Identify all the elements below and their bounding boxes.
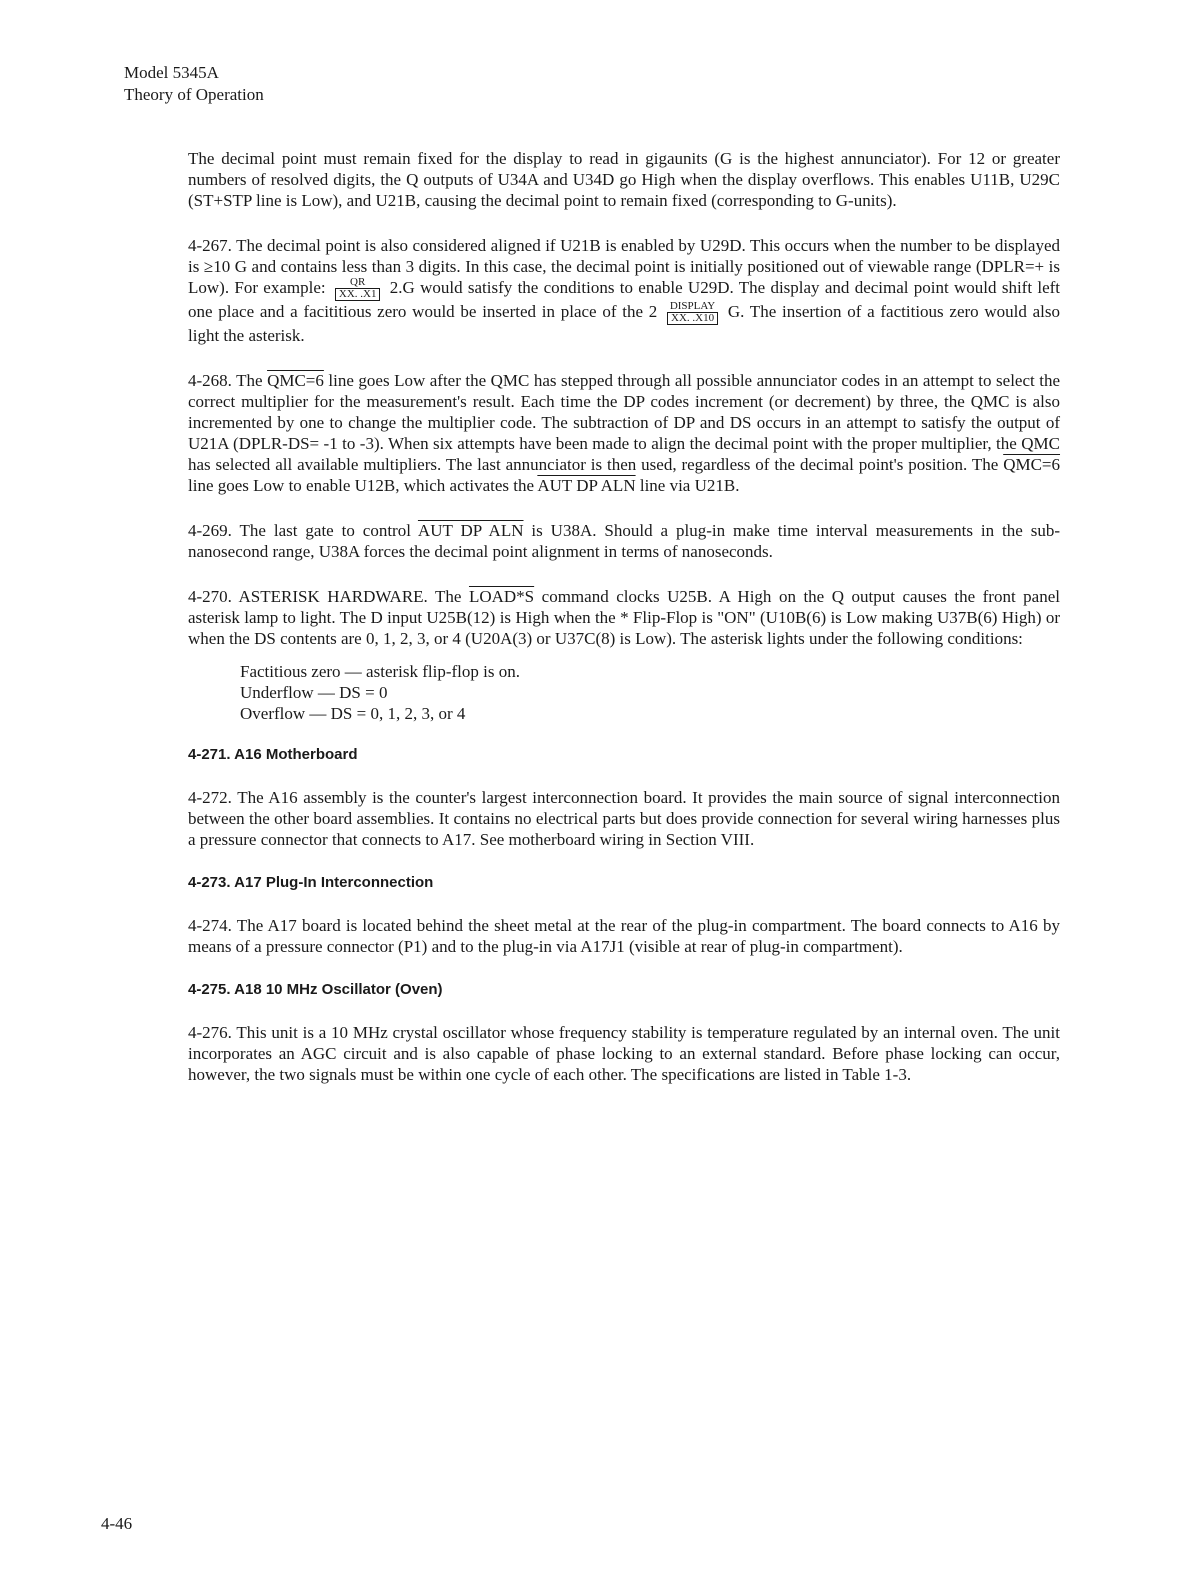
paragraph-4-270: 4-270. ASTERISK HARDWARE. The LOAD*S command clocks U25B. A High on the Q output causes the front panel asterisk lamp to light. The D input U25B(12) is High when the * Flip-Flop is "ON" (U10B(6) is Low making U37B(6) High) or when the DS contents are 0, 1, 2, 3, or 4 (U20A(3) or U37C(8) is Low). The asterisk lights under the following conditions: (188, 587, 1060, 649)
qmc-signal: QMC=6 (267, 371, 324, 391)
paragraph-continued: The decimal point must remain fixed for the display to read in gigaunits (G is the highest annunciator). For 12 or greater numbers of resolved digits, the Q outputs of U34A and U34D go High when the display overflows. This enables U11B, U29C (ST+STP line is Low), and U21B, causing the decimal point to remain fixed (corresponding to G-units). (188, 149, 1060, 210)
heading-4-275: 4-275. A18 10 MHz Oscillator (Oven) (188, 981, 443, 999)
load-s-signal: LOAD*S (468, 587, 535, 607)
qmc-signal: QMC=6 (1003, 455, 1061, 475)
p267-text-c: G. The insertion of a factitious zero would also light the asterisk. (188, 302, 1061, 346)
asterisk-conditions-list (240, 661, 1060, 724)
page-number: 4-46 (101, 1514, 133, 1533)
p267-text-b: 2.G would satisfy the conditions to enable U29D. The display and decimal point would shift left one place and a facititious zero would be inserted in place of the 2 (188, 278, 1060, 322)
aut-dp-aln-signal: AUT DP ALN (417, 521, 524, 541)
paragraph-4-276: 4-276. This unit is a 10 MHz crystal oscillator whose frequency stability is temperature regulated by an internal oven. The unit incorporates an AGC circuit and is also capable of phase locking to an external standard. Before phase locking can occur, however, the two signals must be within one cycle of each other. The specifications are listed in Table 1-3. (188, 1023, 1060, 1085)
model-label: Model 5345A (124, 63, 219, 82)
paragraph-4-272: 4-272. The A16 assembly is the counter's largest interconnection board. It provides the main source of signal interconnection between the other board assemblies. It contains no electrical parts but does provide connection for several wiring harnesses plus a pressure connector that connects to A17. See motherboard wiring in Section VIII. (188, 788, 1060, 850)
p267-text-a: 4-267. The decimal point is also considered aligned if U21B is enabled by U29D. This occurs when the number to be displayed is ≥10 G and contains less than 3 digits. In this case, the decimal point is initially positioned out of viewable range (DPLR=+ is Low). For example: (188, 236, 1060, 297)
heading-4-271: 4-271. A16 Motherboard (188, 746, 358, 764)
condition-item: Overflow — DS = 0, 1, 2, 3, or 4 (240, 704, 466, 724)
paragraph-4-269: 4-269. The last gate to control AUT DP ALN is U38A. Should a plug-in make time interval measurements in the sub-nanosecond range, U38A forces the decimal point alignment in terms of nanoseconds. (188, 521, 1060, 562)
paragraph-4-274: 4-274. The A17 board is located behind the sheet metal at the rear of the plug-in compartment. The board connects to A16 by means of a pressure connector (P1) and to the plug-in via A17J1 (visible at rear of plug-in compartment). (188, 916, 1060, 957)
paragraph-4-267 (188, 235, 1060, 346)
display-box: DISPLAY XX. .X10 (667, 301, 718, 325)
paragraph-4-268: 4-268. The QMC=6 line goes Low after the QMC has stepped through all possible annunciator codes in an attempt to select the correct multiplier for the measurement's result. Each time the DP codes increment (or decrement) by three, the QMC is also incremented by one to change the multiplier code. The subtraction of DP and DS occurs in an attempt to satisfy the output of U21A (DPLR-DS= -1 to -3). When six attempts have been made to align the decimal point with the proper multiplier, the QMC has selected all available multipliers. The last annunciator is then used, regardless of the decimal point's position. The QMC=6 line goes Low to enable U12B, which activates the AUT DP ALN line via U21B. (188, 371, 1061, 496)
section-label: Theory of Operation (124, 85, 264, 104)
condition-item: Underflow — DS = 0 (240, 683, 388, 703)
page-body (188, 148, 1060, 1109)
qr-display-box: $\frac{QR}{XX. .X1}$ (335, 277, 381, 301)
condition-item: Factitious zero — asterisk flip-flop is on. (240, 662, 520, 682)
aut-dp-aln-signal: AUT DP ALN (537, 476, 636, 496)
page-header (124, 62, 264, 106)
heading-4-273: 4-273. A17 Plug-In Interconnection (188, 874, 434, 892)
